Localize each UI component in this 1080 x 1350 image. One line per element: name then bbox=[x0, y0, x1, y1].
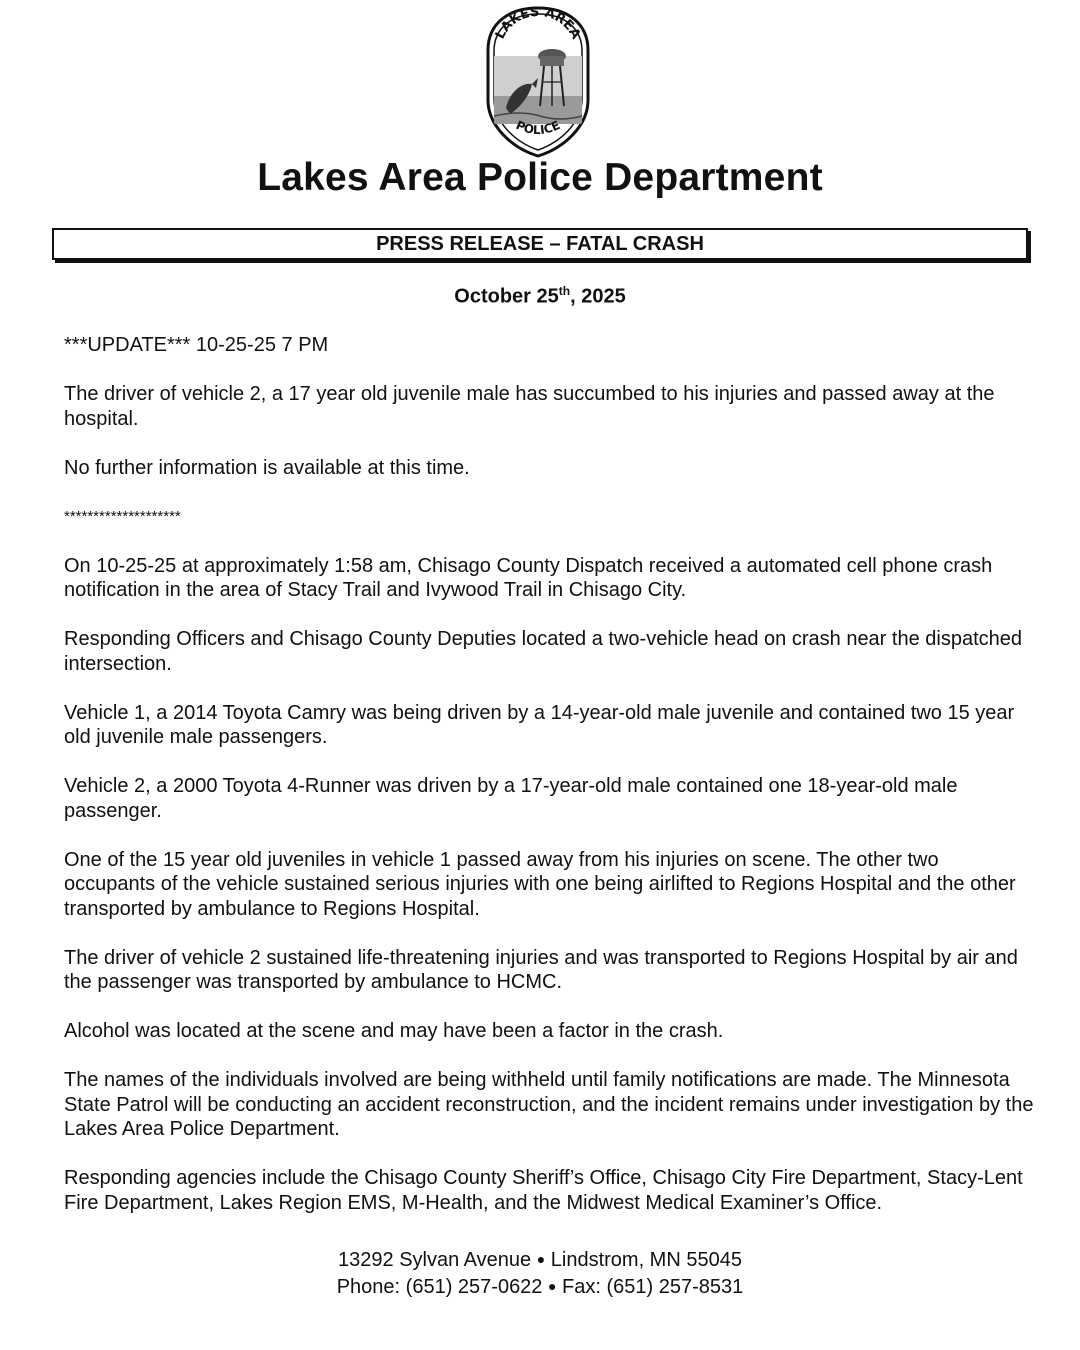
release-paragraph: Responding agencies include the Chisago County Sheriff’s Office, Chisago City Fire Department, Stacy-Lent Fire Department, Lakes Region EMS, M-Health, and the Midwest Medical Examiner’s Office. bbox=[64, 1167, 1023, 1214]
date-ordinal: th bbox=[558, 284, 571, 298]
police-badge-logo bbox=[480, 4, 596, 160]
update-heading: ***UPDATE*** 10-25-25 7 PM bbox=[64, 334, 329, 356]
release-paragraph: The names of the individuals involved are being withheld until family notifications are made. The Minnesota State Patrol will be conducting an accident reconstruction, and the incident remains under investigation by the Lakes Area Police Department. bbox=[64, 1069, 1034, 1140]
release-paragraph: Alcohol was located at the scene and may have been a factor in the crash. bbox=[64, 1020, 724, 1042]
release-paragraph: The driver of vehicle 2 sustained life-threatening injuries and was transported to Regions Hospital by air and the passenger was transported by ambulance to HCMC. bbox=[64, 946, 1018, 993]
address-line bbox=[0, 1246, 1080, 1273]
update-paragraph: No further information is available at this time. bbox=[64, 456, 470, 479]
street-address: 13292 Sylvan Avenue bbox=[338, 1249, 532, 1271]
release-body bbox=[64, 333, 1034, 1215]
city-address: Lindstrom, MN 55045 bbox=[550, 1249, 742, 1271]
svg-text:LAKES AREA: LAKES AREA bbox=[492, 4, 584, 42]
svg-text:POLICE: POLICE bbox=[513, 117, 563, 138]
contact-line bbox=[0, 1273, 1080, 1300]
update-paragraph: The driver of vehicle 2, a 17 year old juvenile male has succumbed to his injuries and passed away at the hospital. bbox=[64, 383, 995, 430]
department-title: Lakes Area Police Department bbox=[257, 156, 823, 199]
bullet-separator: ● bbox=[548, 1278, 557, 1294]
bullet-separator: ● bbox=[536, 1251, 546, 1267]
release-paragraph: Responding Officers and Chisago County Deputies located a two-vehicle head on crash near the dispatched intersection. bbox=[64, 628, 1022, 675]
separator: ******************** bbox=[64, 507, 181, 525]
release-paragraph: On 10-25-25 at approximately 1:58 am, Chisago County Dispatch received a automated cell phone crash notification in the area of Stacy Trail and Ivywood Trail in Chisago City. bbox=[64, 554, 993, 601]
press-release-banner: PRESS RELEASE – FATAL CRASH bbox=[52, 228, 1028, 260]
contact-footer bbox=[0, 1246, 1080, 1300]
release-paragraph: One of the 15 year old juveniles in vehicle 1 passed away from his injuries on scene. The other two occupants of the vehicle sustained serious injuries with one being airlifted to Regions Hospital and the other transported by ambulance to Regions Hospital. bbox=[64, 848, 1016, 920]
fax-number: Fax: (651) 257-8531 bbox=[562, 1276, 744, 1298]
release-date bbox=[0, 284, 1080, 309]
date-month-day: October 25 bbox=[454, 285, 559, 308]
phone-number[interactable]: Phone: (651) 257-0622 bbox=[336, 1276, 543, 1298]
release-paragraph: Vehicle 2, a 2000 Toyota 4-Runner was driven by a 17-year-old male contained one 18-year-old male passenger. bbox=[64, 775, 958, 822]
date-year: , 2025 bbox=[570, 285, 626, 308]
release-paragraph: Vehicle 1, a 2014 Toyota Camry was being driven by a 14-year-old male juvenile and contained two 15 year old juvenile male passengers. bbox=[64, 701, 1015, 748]
